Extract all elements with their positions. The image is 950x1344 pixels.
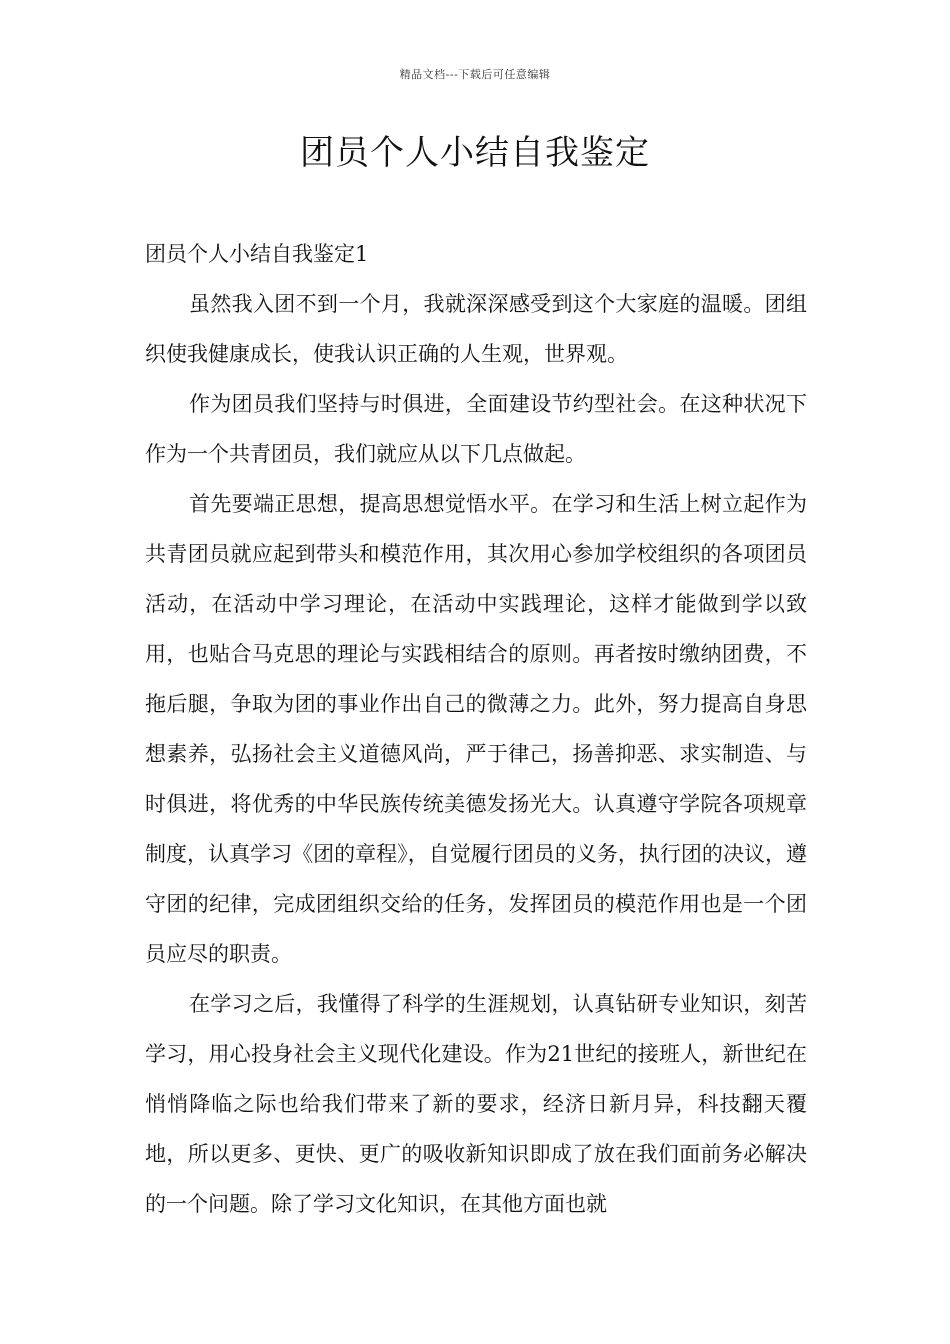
section-heading: 团员个人小结自我鉴定1: [145, 242, 369, 266]
paragraph-4: 在学习之后，我懂得了科学的生涯规划，认真钻研专业知识，刻苦学习，用心投身社会主义现代化建设。作为21世纪的接班人，新世纪在悄悄降临之际也给我们带来了新的要求，经济日新月异，科技翻天覆地，所以更多、更快、更广的吸收新知识即成了放在我们面前务必解决的一个问题。除了学习文化知识，在其他方面也就: [145, 992, 807, 1216]
paragraph-2: 作为团员我们坚持与时俱进，全面建设节约型社会。在这种状况下作为一个共青团员，我们就应从以下几点做起。: [145, 392, 807, 466]
paragraph-1: 虽然我入团不到一个月，我就深深感受到这个大家庭的温暖。团组织使我健康成长，使我认识正确的人生观，世界观。: [145, 292, 807, 366]
page-header-note: 精品文档---下载后可任意编辑: [399, 68, 551, 81]
document-body: [145, 229, 807, 1229]
document-title: 团员个人小结自我鉴定: [300, 133, 650, 173]
paragraph-3: 首先要端正思想，提高思想觉悟水平。在学习和生活上树立起作为共青团员就应起到带头和模范作用，其次用心参加学校组织的各项团员活动，在活动中学习理论，在活动中实践理论，这样才能做到学以致用，也贴合马克思的理论与实践相结合的原则。再者按时缴纳团费，不拖后腿，争取为团的事业作出自己的微薄之力。此外，努力提高自身思想素养，弘扬社会主义道德风尚，严于律己，扬善抑恶、求实制造、与时俱进，将优秀的中华民族传统美德发扬光大。认真遵守学院各项规章制度，认真学习《团的章程》，自觉履行团员的义务，执行团的决议，遵守团的纪律，完成团组织交给的任务，发挥团员的模范作用也是一个团员应尽的职责。: [145, 492, 807, 966]
